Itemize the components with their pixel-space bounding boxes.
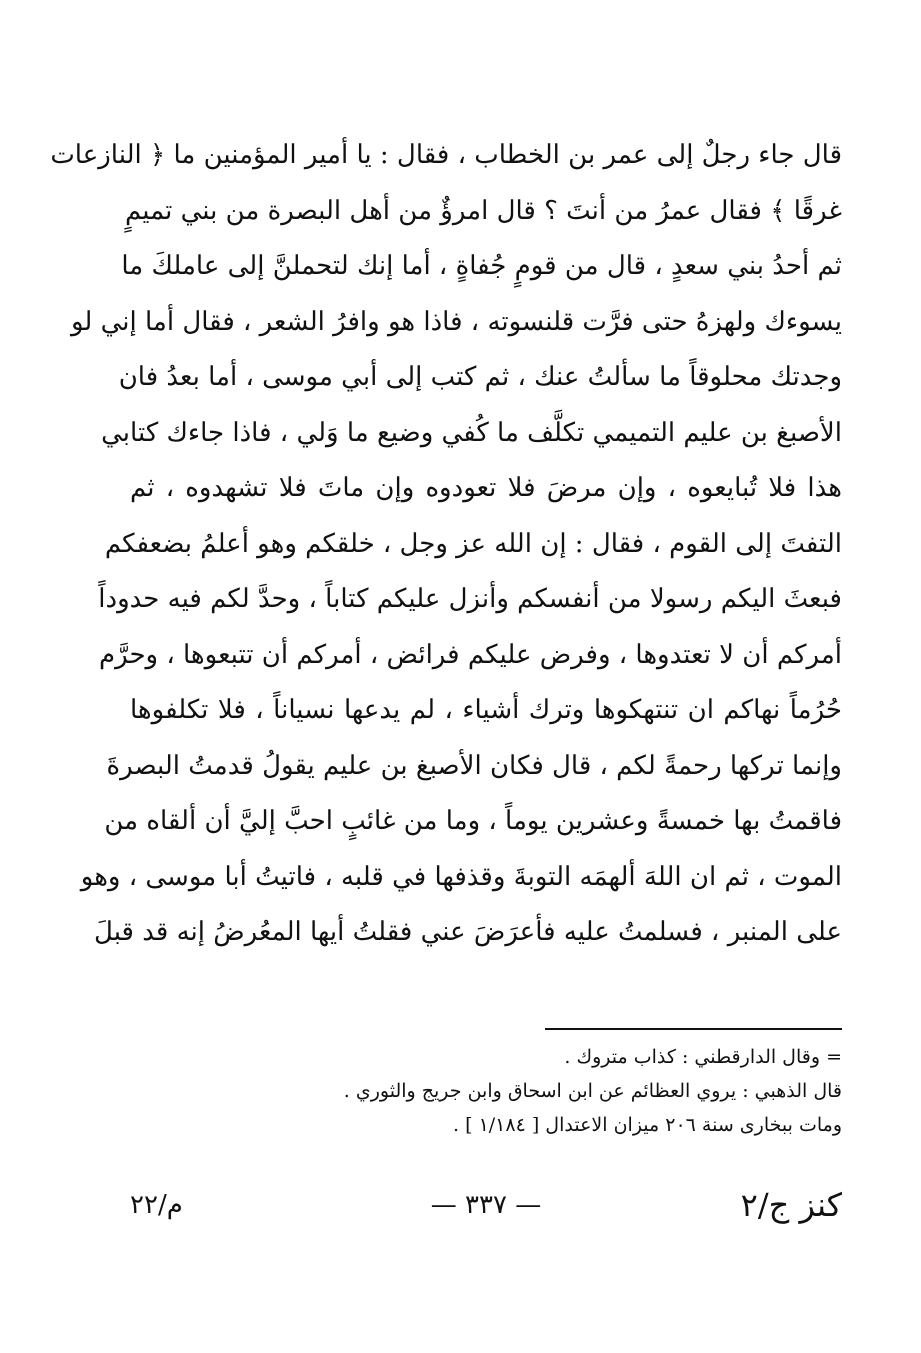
footnote-line: قال الذهبي : يروي العظائم عن ابن اسحاق وابن جريج والثوري . — [343, 1080, 842, 1102]
body-line: وجدتك محلوقاً ما سألتُ عنك ، ثم كتب إلى أبي موسى ، أما بعدُ فان — [118, 362, 842, 392]
body-line: فاقمتُ بها خمسةً وعشرين يوماً ، وما من غائبٍ احبَّ إليَّ أن ألقاه من — [104, 806, 842, 836]
body-line: على المنبر ، فسلمتُ عليه فأعرَضَ عني فقلتُ أيها المعُرضُ إنه قد قبلَ — [94, 917, 842, 947]
body-line: التفتَ إلى القوم ، فقال : إن الله عز وجل ، خلقكم وهو أعلمُ بضعفكم — [104, 528, 842, 559]
body-line: قال جاء رجلٌ إلى عمر بن الخطاب ، فقال : يا أمير المؤمنين ما ﴿ النازعات — [50, 140, 842, 170]
body-line: غرقًا ﴾ فقال عمرُ من أنتَ ؟ قال امرؤٌ من أهل البصرة من بني تميمٍ — [124, 195, 842, 226]
footnote-line: ومات ببخارى سنة ٢٠٦ ميزان الاعتدال [ ١/١٨٤ ] . — [453, 1114, 842, 1136]
body-line: الأصبغ بن عليم التميمي تكلَّف ما كُفي وضيع ما وَلي ، فاذا جاءك كتابي — [101, 417, 842, 448]
body-line: وإنما تركها رحمةً لكم ، قال فكان الأصبغ بن عليم يقولُ قدمتُ البصرةَ — [106, 750, 842, 781]
footnotes — [200, 1040, 842, 1142]
page-footer — [130, 1180, 842, 1230]
body-line: يسوءك ولهزهُ حتى فرَّت قلنسوته ، فاذا هو وافرُ الشعر ، فقال أما إني لو — [71, 306, 842, 337]
body-line: هذا فلا تُبايعوه ، وإن مرضَ فلا تعودوه وإن ماتَ فلا تشهدوه ، ثم — [130, 473, 842, 503]
signature-mark: م/٢٢ — [130, 1190, 183, 1220]
body-line: ثم أحدُ بني سعدٍ ، قال من قومٍ جُفاةٍ ، أما إنك لتحملنَّ إلى عاملكَ ما — [121, 251, 842, 281]
footnote-line: = وقال الدارقطني : كذاب متروك . — [564, 1046, 842, 1068]
footnote-divider — [545, 1028, 842, 1030]
page-number: — ٣٣٧ — — [430, 1190, 542, 1220]
body-line: أمركم أن لا تعتدوها ، وفرض عليكم فرائض ، أمركم أن تتبعوها ، وحرَّم — [99, 639, 842, 670]
body-line: الموت ، ثم ان اللهَ ألهمَه التوبةَ وقذفها في قلبه ، فاتيتُ أبا موسى ، وهو — [80, 861, 842, 892]
book-reference: كنز ج/٢ — [740, 1186, 842, 1224]
body-text — [50, 128, 842, 961]
body-line: فبعثَ اليكم رسولا من أنفسكم وأنزل عليكم كتاباً ، وحدَّ لكم فيه حدوداً — [98, 584, 842, 614]
body-line: حُرُماً نهاكم ان تنتهكوها وترك أشياء ، لم يدعها نسياناً ، فلا تكلفوها — [130, 695, 842, 725]
